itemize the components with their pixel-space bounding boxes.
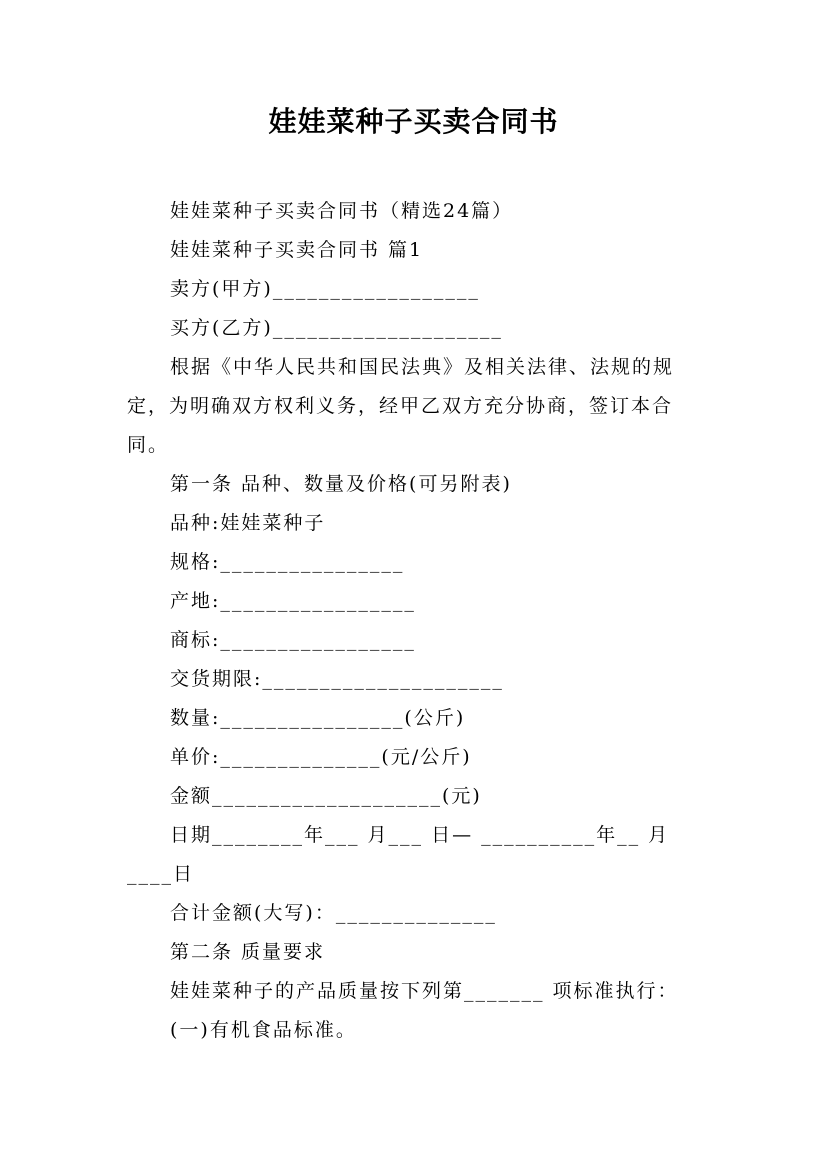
- quantity-line: 数量:________________(公斤): [170, 707, 466, 729]
- total-amount-line: 合计金额(大写)：______________: [170, 902, 497, 924]
- date-line-end: ____日: [127, 863, 195, 885]
- paragraph-line: 同。: [127, 434, 170, 456]
- buyer-line: 买方(乙方)____________________: [170, 317, 503, 339]
- standard-line: (一)有机食品标准。: [170, 1019, 357, 1041]
- article-heading: 第一条 品种、数量及价格(可另附表): [170, 473, 512, 495]
- subtitle-line: 娃娃菜种子买卖合同书（精选24篇）: [170, 200, 514, 222]
- quality-line: 娃娃菜种子的产品质量按下列第_______ 项标准执行：: [170, 980, 679, 1002]
- origin-line: 产地:_________________: [170, 590, 416, 612]
- unit-price-line: 单价:______________(元/公斤): [170, 746, 472, 768]
- seller-line: 卖方(甲方)__________________: [170, 278, 480, 300]
- spec-line: 规格:________________: [170, 551, 405, 573]
- amount-line: 金额____________________(元): [170, 785, 482, 807]
- delivery-line: 交货期限:_____________________: [170, 668, 504, 690]
- date-line: 日期________年___ 月___ 日— __________年__ 月: [170, 824, 670, 846]
- document-title: 娃娃菜种子买卖合同书: [268, 105, 559, 138]
- variety-line: 品种:娃娃菜种子: [170, 512, 326, 534]
- section-heading: 娃娃菜种子买卖合同书 篇1: [170, 239, 424, 261]
- paragraph-line: 根据《中华人民共和国民法典》及相关法律、法规的规: [170, 356, 675, 378]
- trademark-line: 商标:_________________: [170, 629, 416, 651]
- paragraph-line: 定，为明确双方权利义务，经甲乙双方充分协商，签订本合: [127, 395, 674, 417]
- article-heading: 第二条 质量要求: [170, 941, 326, 963]
